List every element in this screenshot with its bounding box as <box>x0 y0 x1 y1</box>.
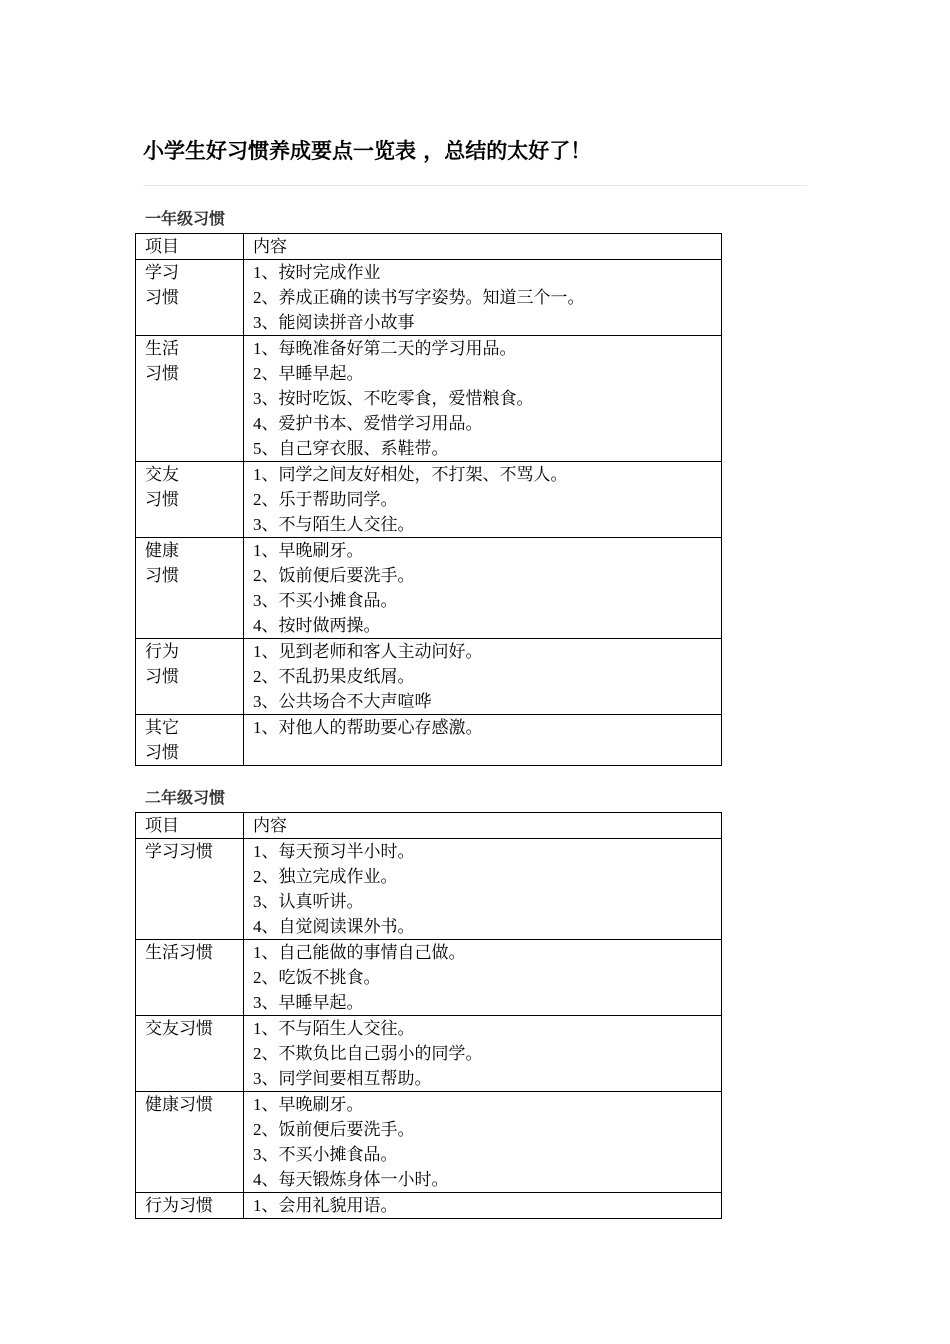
habit-category-label: 健康习惯 <box>145 1095 213 1114</box>
column-header-content: 内容 <box>244 813 722 839</box>
habit-item: 1、早晚刷牙。 <box>253 541 364 560</box>
habit-item: 2、不欺负比自己弱小的同学。 <box>253 1044 483 1063</box>
habit-item: 4、爱护书本、爱惜学习用品。 <box>253 414 483 433</box>
grade2-heading: 二年级习惯 <box>145 788 226 807</box>
habit-item: 1、早晚刷牙。 <box>253 1095 364 1114</box>
habit-item: 1、按时完成作业 <box>253 263 381 282</box>
habit-content-cell <box>244 1092 722 1193</box>
habit-category-label-line: 健康 <box>145 541 179 560</box>
habit-item: 1、自己能做的事情自己做。 <box>253 943 466 962</box>
habit-content-cell <box>244 336 722 462</box>
habit-content-cell <box>244 538 722 639</box>
habit-category-cell <box>136 462 244 538</box>
habit-content-cell <box>244 715 722 766</box>
habit-category-cell <box>136 940 244 1016</box>
habit-item: 3、认真听讲。 <box>253 892 364 911</box>
habit-item: 1、对他人的帮助要心存感激。 <box>253 718 483 737</box>
habit-category-cell <box>136 1092 244 1193</box>
grade1-habits-table <box>135 233 722 766</box>
habit-category-label-line: 习惯 <box>145 364 179 383</box>
habit-item: 2、乐于帮助同学。 <box>253 490 398 509</box>
habit-category-label-line: 学习 <box>145 263 179 282</box>
table-row <box>136 538 722 639</box>
habit-category-cell <box>136 715 244 766</box>
habit-category-label: 交友习惯 <box>145 1019 213 1038</box>
habit-category-label-line: 习惯 <box>145 667 179 686</box>
table-row <box>136 260 722 336</box>
habit-category-cell <box>136 538 244 639</box>
habit-content-cell <box>244 639 722 715</box>
habit-item: 3、不买小摊食品。 <box>253 1145 398 1164</box>
habit-item: 2、早睡早起。 <box>253 364 364 383</box>
habit-item: 2、独立完成作业。 <box>253 867 398 886</box>
column-header-item: 项目 <box>136 813 244 839</box>
habit-item: 2、养成正确的读书写字姿势。知道三个一。 <box>253 288 585 307</box>
habit-category-cell <box>136 336 244 462</box>
habit-category-cell <box>136 639 244 715</box>
table-row <box>136 715 722 766</box>
page-title: 小学生好习惯养成要点一览表 ，总结的太好了！ <box>143 139 592 163</box>
habit-item: 3、早睡早起。 <box>253 993 364 1012</box>
table-row <box>136 839 722 940</box>
table-row <box>136 336 722 462</box>
habit-content-cell <box>244 839 722 940</box>
habit-item: 3、不买小摊食品。 <box>253 591 398 610</box>
habit-category-cell <box>136 839 244 940</box>
habit-content-cell <box>244 462 722 538</box>
table-row <box>136 1092 722 1193</box>
habit-category-label-line: 习惯 <box>145 743 179 762</box>
habit-item: 4、按时做两操。 <box>253 616 381 635</box>
habit-item: 3、不与陌生人交往。 <box>253 515 415 534</box>
habit-category-label-line: 习惯 <box>145 288 179 307</box>
habit-content-cell <box>244 260 722 336</box>
habit-category-cell <box>136 1016 244 1092</box>
table-row <box>136 639 722 715</box>
habit-category-label: 行为习惯 <box>145 1196 213 1215</box>
habit-item: 1、每天预习半小时。 <box>253 842 415 861</box>
habit-category-label-line: 行为 <box>145 642 179 661</box>
habit-content-cell <box>244 940 722 1016</box>
habit-content-cell <box>244 1193 722 1219</box>
habit-item: 2、吃饭不挑食。 <box>253 968 381 987</box>
habit-item: 1、每晚准备好第二天的学习用品。 <box>253 339 517 358</box>
habit-item: 2、饭前便后要洗手。 <box>253 1120 415 1139</box>
habit-item: 1、见到老师和客人主动问好。 <box>253 642 483 661</box>
habit-category-label-line: 习惯 <box>145 490 179 509</box>
habit-item: 3、能阅读拼音小故事 <box>253 313 415 332</box>
habit-item: 1、会用礼貌用语。 <box>253 1196 398 1215</box>
habit-item: 1、同学之间友好相处，不打架、不骂人。 <box>253 465 568 484</box>
habit-item: 4、每天锻炼身体一小时。 <box>253 1170 449 1189</box>
habit-category-cell <box>136 260 244 336</box>
table-row <box>136 1016 722 1092</box>
table-header-row <box>136 813 722 839</box>
habit-item: 3、公共场合不大声喧哗 <box>253 692 432 711</box>
column-header-item: 项目 <box>136 234 244 260</box>
habit-category-label-line: 交友 <box>145 465 179 484</box>
habit-category-label-line: 习惯 <box>145 566 179 585</box>
habit-item: 3、同学间要相互帮助。 <box>253 1069 432 1088</box>
habit-category-cell <box>136 1193 244 1219</box>
grade2-habits-table <box>135 812 722 1219</box>
habit-content-cell <box>244 1016 722 1092</box>
habit-item: 2、不乱扔果皮纸屑。 <box>253 667 415 686</box>
habit-item: 5、自己穿衣服、系鞋带。 <box>253 439 449 458</box>
habit-category-label-line: 其它 <box>145 718 179 737</box>
title-divider <box>143 185 807 186</box>
table-header-row <box>136 234 722 260</box>
column-header-content: 内容 <box>244 234 722 260</box>
habit-category-label: 学习习惯 <box>145 842 213 861</box>
habit-item: 1、不与陌生人交往。 <box>253 1019 415 1038</box>
habit-category-label: 生活习惯 <box>145 943 213 962</box>
table-row <box>136 940 722 1016</box>
habit-category-label-line: 生活 <box>145 339 179 358</box>
habit-item: 2、饭前便后要洗手。 <box>253 566 415 585</box>
table-row <box>136 462 722 538</box>
table-row <box>136 1193 722 1219</box>
habit-item: 4、自觉阅读课外书。 <box>253 917 415 936</box>
habit-item: 3、按时吃饭、不吃零食，爱惜粮食。 <box>253 389 534 408</box>
grade1-heading: 一年级习惯 <box>145 209 226 228</box>
